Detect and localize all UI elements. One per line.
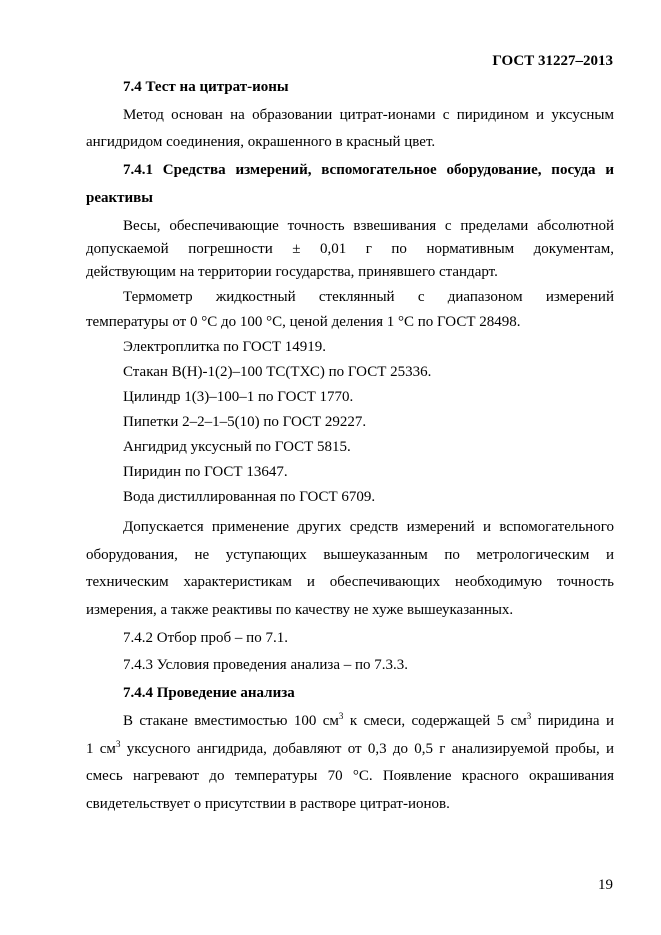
text-run: В стакане вместимостью 100 см [123,713,339,729]
superscript: 3 [338,711,344,721]
paragraph-line: оборудования, не уступающих вышеуказанным по метрологическим и [86,547,614,563]
list-item: Пипетки 2–2–1–5(10) по ГОСТ 29227. [123,414,367,430]
text-run: уксусного ангидрида, добавляют от 0,3 до 0,5 г анализируемой пробы, и [120,741,614,757]
text-run: к смеси, содержащей 5 см [343,713,527,729]
paragraph-line: допускаемой погрешности ± 0,01 г по нормативным документам, [86,241,614,257]
section-7-4-heading: 7.4 Тест на цитрат-ионы [123,79,289,95]
paragraph-line: Весы, обеспечивающие точность взвешивания с пределами абсолютной [123,218,614,234]
section-7-4-4-heading: 7.4.4 Проведение анализа [123,685,295,701]
text-run: 1 см [86,741,116,757]
section-7-4-1-heading: 7.4.1 Средства измерений, вспомогательное оборудование, посуда и [123,162,614,178]
list-item: Пиридин по ГОСТ 13647. [123,464,288,480]
superscript: 3 [115,739,121,749]
list-item: Ангидрид уксусный по ГОСТ 5815. [123,439,351,455]
paragraph-line: температуры от 0 °С до 100 °С, ценой деления 1 °С по ГОСТ 28498. [86,314,521,330]
list-item: Электроплитка по ГОСТ 14919. [123,339,326,355]
section-7-4-3: 7.4.3 Условия проведения анализа – по 7.3.3. [123,657,409,673]
paragraph-line: свидетельствует о присутствии в растворе цитрат-ионов. [86,796,450,812]
page-number: 19 [598,877,613,893]
paragraph-line: Допускается применение других средств измерений и вспомогательного [123,519,614,535]
paragraph-line: техническим характеристикам и обеспечивающих необходимую точность [86,574,614,590]
paragraph-line [86,741,614,758]
paragraph-line [123,713,614,730]
list-item: Стакан В(Н)-1(2)–100 ТС(ТХС) по ГОСТ 25336. [123,364,432,380]
document-id-header: ГОСТ 31227–2013 [492,53,613,69]
paragraph-line: действующим на территории государства, принявшего стандарт. [86,264,498,280]
list-item: Цилиндр 1(3)–100–1 по ГОСТ 1770. [123,389,354,405]
paragraph-line: Термометр жидкостный стеклянный с диапазоном измерений [123,289,614,305]
paragraph-line: измерения, а также реактивы по качеству не хуже вышеуказанных. [86,602,514,618]
section-7-4-2: 7.4.2 Отбор проб – по 7.1. [123,630,288,646]
section-7-4-1-heading-cont: реактивы [86,190,153,206]
paragraph-line: ангидридом соединения, окрашенного в красный цвет. [86,134,436,150]
text-run: пиридина и [531,713,614,729]
paragraph-line: Метод основан на образовании цитрат-ионами с пиридином и уксусным [123,107,614,123]
superscript: 3 [526,711,532,721]
paragraph-line: смесь нагревают до температуры 70 °С. Появление красного окрашивания [86,768,614,784]
list-item: Вода дистиллированная по ГОСТ 6709. [123,489,376,505]
